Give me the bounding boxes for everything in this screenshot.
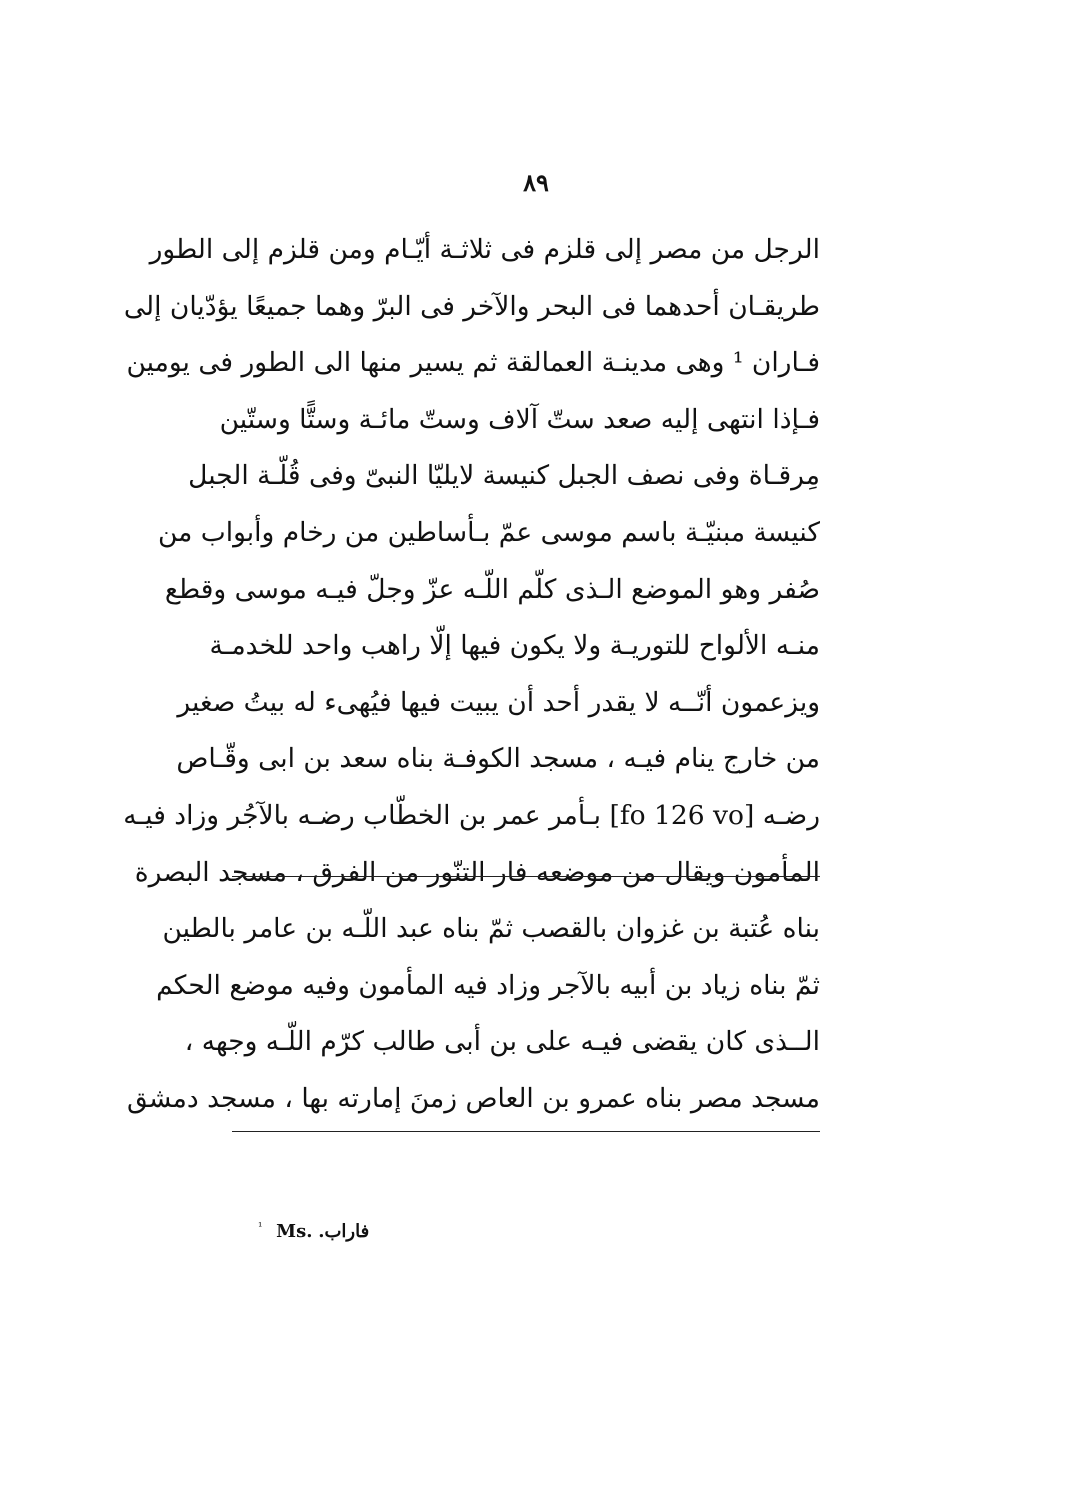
text-line: فـإذا انتهى إليه صعد ستّ آلاف وستّ مائـة وستًّا وستّين [219,403,820,435]
footnote-reading: فاراب. [318,1221,370,1242]
text-line: مِرقـاة وفى نصف الجبل كنيسة لايليّا النبىّ وفى قُلّـة الجبل [188,460,820,492]
footnote-marker: ¹ [258,1220,263,1233]
text-line: المأمون ويقال من موضعه فار التنّور من الفرق ، مسجد البصرة [134,856,820,888]
section-divider [232,1131,820,1132]
page-number: ٨٩ [523,168,549,197]
text-line: طريقـان أحدهما فى البحر والآخر فى البرّ وهما جميعًا يؤدّيان إلى [123,290,820,322]
body-text [123,222,820,1128]
text-line: بناه عُتبة بن غزوان بالقصب ثمّ بناه عبد اللّـه بن عامر بالطين [162,913,820,945]
text-line: منـه الألواح للتوريـة ولا يكون فيها إلّا راهب واحد للخدمـة [209,630,820,662]
section-divider [232,876,820,877]
text-line: كنيسة مبنيّـة باسم موسى عمّ بـأساطين من رخام وأبواب من [157,516,820,548]
text-line: ثمّ بناه زياد بن أبيه بالآجر وزاد فيه المأمون وفيه موضع الحكم [156,969,820,1001]
text-line: صُفر وهو الموضع الـذى كلّم اللّـه عزّ وجلّ فيـه موسى وقطع [164,573,820,605]
text-line: من خارج ينام فيـه ، مسجد الكوفـة بناه سعد بن ابى وقّـاص [176,743,820,775]
text-line: الرجل من مصر إلى قلزم فى ثلاثـة أيّـام ومن قلزم إلى الطور [149,234,820,265]
text-line: فـاران ¹ وهى مدينـة العمالقة ثم يسير منها الى الطور فى يومين [126,347,820,379]
text-line: الــذى كان يقضى فيـه على بن أبى طالب كرّم اللّـه وجهه ، [184,1026,820,1058]
text-line: ويزعمون أنّــه لا يقدر أحد أن يبيت فيها فيُهىء له بيتُ صغير [177,686,820,718]
text-line: رضـه [fo 126 vo] بـأمر عمر بن الخطّاب رضـه بالآجُر وزاد فيـه [123,799,820,831]
footnote-abbreviation: Ms. [276,1221,313,1242]
footnote [258,1220,369,1242]
text-line: مسجد مصر بناه عمرو بن العاص زمنَ إمارته بها ، مسجد دمشق [126,1082,820,1114]
